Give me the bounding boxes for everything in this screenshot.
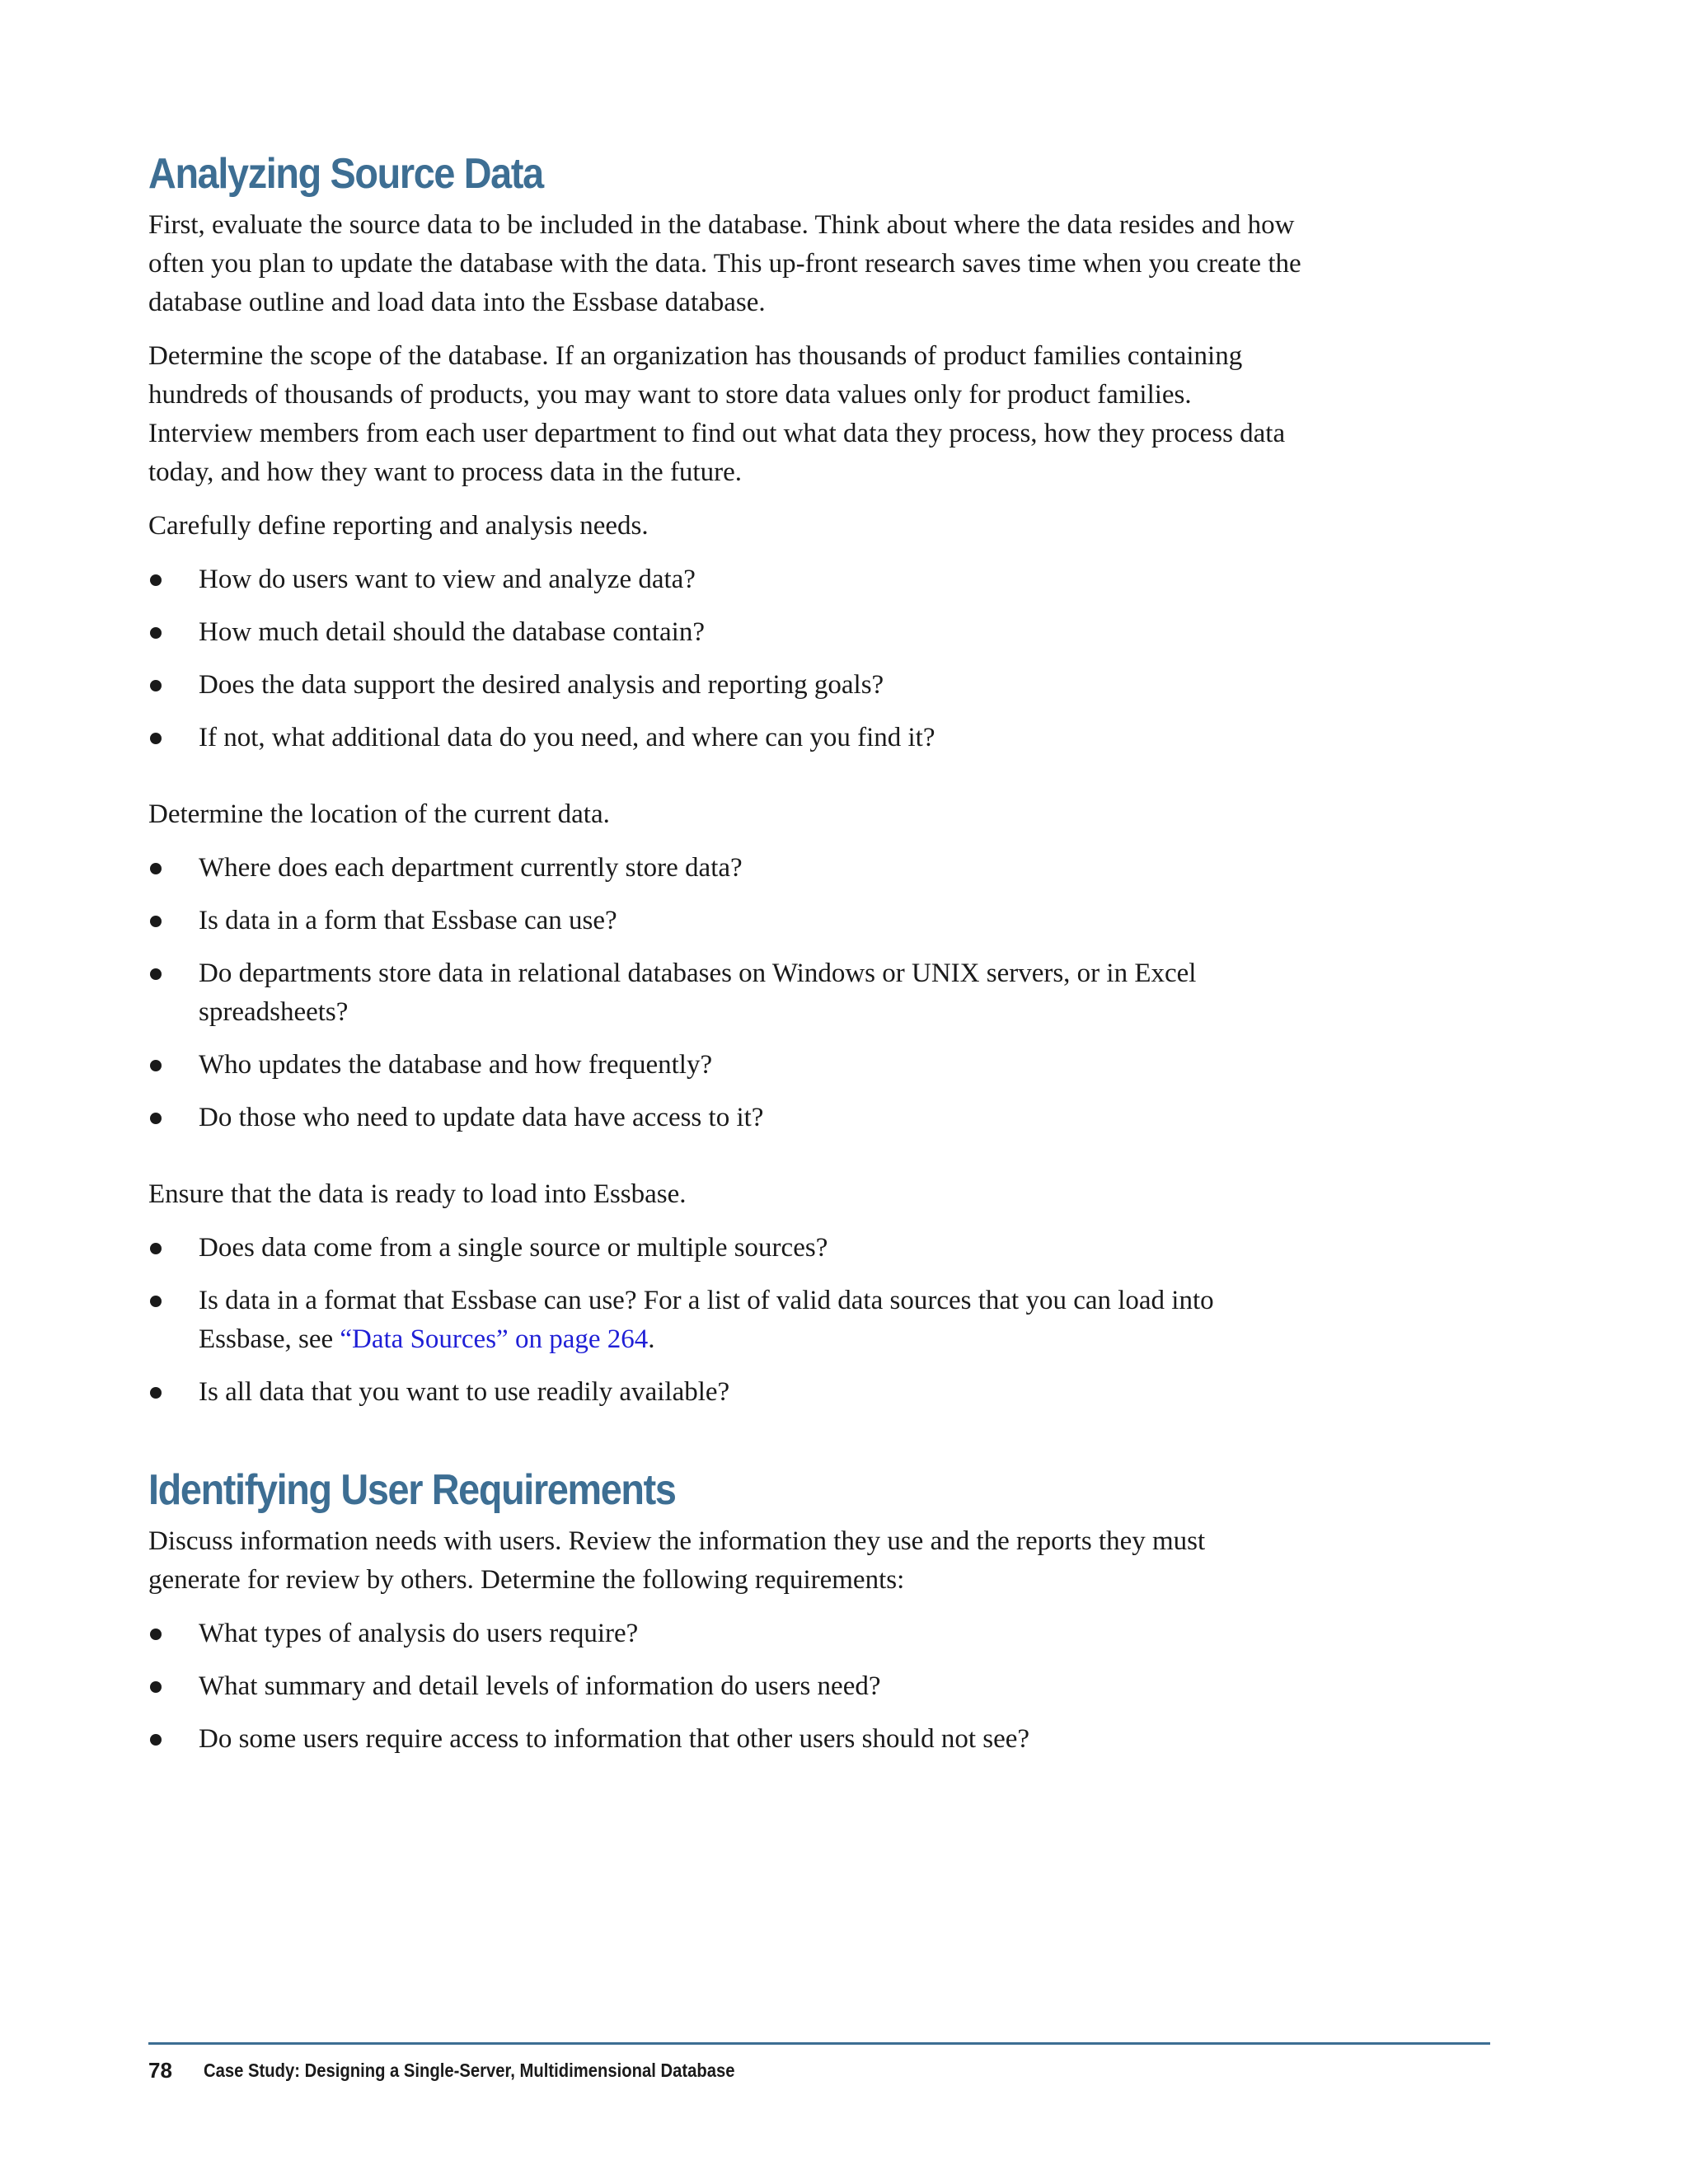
list-item <box>148 1720 1302 1759</box>
bullet-icon <box>150 1387 162 1399</box>
list-item <box>148 1099 1302 1137</box>
bullet-icon <box>150 1060 162 1071</box>
list-item <box>148 719 1302 757</box>
list-item <box>148 1615 1302 1653</box>
section-heading-analyzing-source-data: Analyzing Source Data <box>148 150 543 198</box>
list-item-text: Do some users require access to information that other users should not see? <box>199 1724 1030 1754</box>
bullet-icon <box>150 863 162 874</box>
bullet-icon <box>150 968 162 980</box>
bullet-icon <box>150 680 162 691</box>
list-item <box>148 666 1302 705</box>
paragraph: Discuss information needs with users. Review the information they use and the reports they must generate for review by others. Determine the following requirements: <box>148 1526 1206 1595</box>
footer-divider <box>148 2042 1490 2045</box>
list-item-text: Does data come from a single source or multiple sources? <box>199 1233 828 1263</box>
list-item-text: What summary and detail levels of information do users need? <box>199 1671 881 1701</box>
bullet-list-data-location <box>148 849 1302 1137</box>
page-content <box>148 145 1302 1773</box>
paragraph: First, evaluate the source data to be included in the database. Think about where the data resides and how often you plan to update the database with the data. This up-front research saves time when you create the database outline and load data into the Essbase database. <box>148 210 1301 317</box>
list-item <box>148 849 1302 888</box>
bullet-icon <box>150 1243 162 1254</box>
list-item <box>148 1229 1302 1268</box>
paragraph: Ensure that the data is ready to load into Essbase. <box>148 1179 687 1209</box>
list-item <box>148 1282 1302 1359</box>
list-item-text: How much detail should the database contain? <box>199 617 705 647</box>
bullet-list-data-readiness <box>148 1229 1302 1412</box>
list-item-text: If not, what additional data do you need, and where can you find it? <box>199 723 935 752</box>
bullet-icon <box>150 1113 162 1124</box>
section-heading-identifying-user-requirements: Identifying User Requirements <box>148 1466 676 1514</box>
bullet-list-user-requirements <box>148 1615 1302 1759</box>
list-item-text: Is all data that you want to use readily available? <box>199 1377 730 1407</box>
list-item <box>148 1373 1302 1412</box>
running-footer-title: Case Study: Designing a Single-Server, Multidimensional Database <box>203 2060 735 2081</box>
bullet-icon <box>150 574 162 586</box>
paragraph: Carefully define reporting and analysis needs. <box>148 511 649 541</box>
list-item-text: Is data in a form that Essbase can use? <box>199 906 617 935</box>
list-item-text: What types of analysis do users require? <box>199 1619 639 1648</box>
list-item <box>148 902 1302 940</box>
bullet-list-reporting-needs <box>148 560 1302 757</box>
list-item-text: How do users want to view and analyze data? <box>199 565 696 594</box>
page-footer <box>148 2055 807 2085</box>
bullet-icon <box>150 627 162 639</box>
bullet-icon <box>150 1734 162 1746</box>
list-item <box>148 560 1302 599</box>
list-item <box>148 954 1302 1032</box>
paragraph: Determine the scope of the database. If an organization has thousands of product families containing hundreds of thousands of products, you may want to store data values only for product families. Interview members from each user department to find out what data they process, how they process data today, and how they want to process data in the future. <box>148 341 1286 487</box>
list-item-text: Does the data support the desired analysis and reporting goals? <box>199 670 884 700</box>
paragraph: Determine the location of the current data. <box>148 799 610 829</box>
list-item-text: Do those who need to update data have access to it? <box>199 1103 764 1132</box>
list-item <box>148 1667 1302 1706</box>
list-item <box>148 1046 1302 1085</box>
list-item-text: Who updates the database and how frequently? <box>199 1050 713 1080</box>
list-item-text: Do departments store data in relational databases on Windows or UNIX servers, or in Excel spreadsheets? <box>199 958 1197 1027</box>
bullet-icon <box>150 1681 162 1693</box>
list-item <box>148 613 1302 652</box>
page-number: 78 <box>148 2058 172 2083</box>
cross-reference-link-data-sources[interactable]: “Data Sources” on page 264 <box>340 1324 649 1354</box>
bullet-icon <box>150 1296 162 1307</box>
list-item-text-end: . <box>648 1324 655 1354</box>
list-item-text: Where does each department currently store data? <box>199 853 743 883</box>
bullet-icon <box>150 733 162 744</box>
bullet-icon <box>150 1629 162 1640</box>
list-item-text: Is data in a format that Essbase can use? For a list of valid data sources that you can load into Essbase, see <box>199 1286 1214 1354</box>
bullet-icon <box>150 916 162 927</box>
